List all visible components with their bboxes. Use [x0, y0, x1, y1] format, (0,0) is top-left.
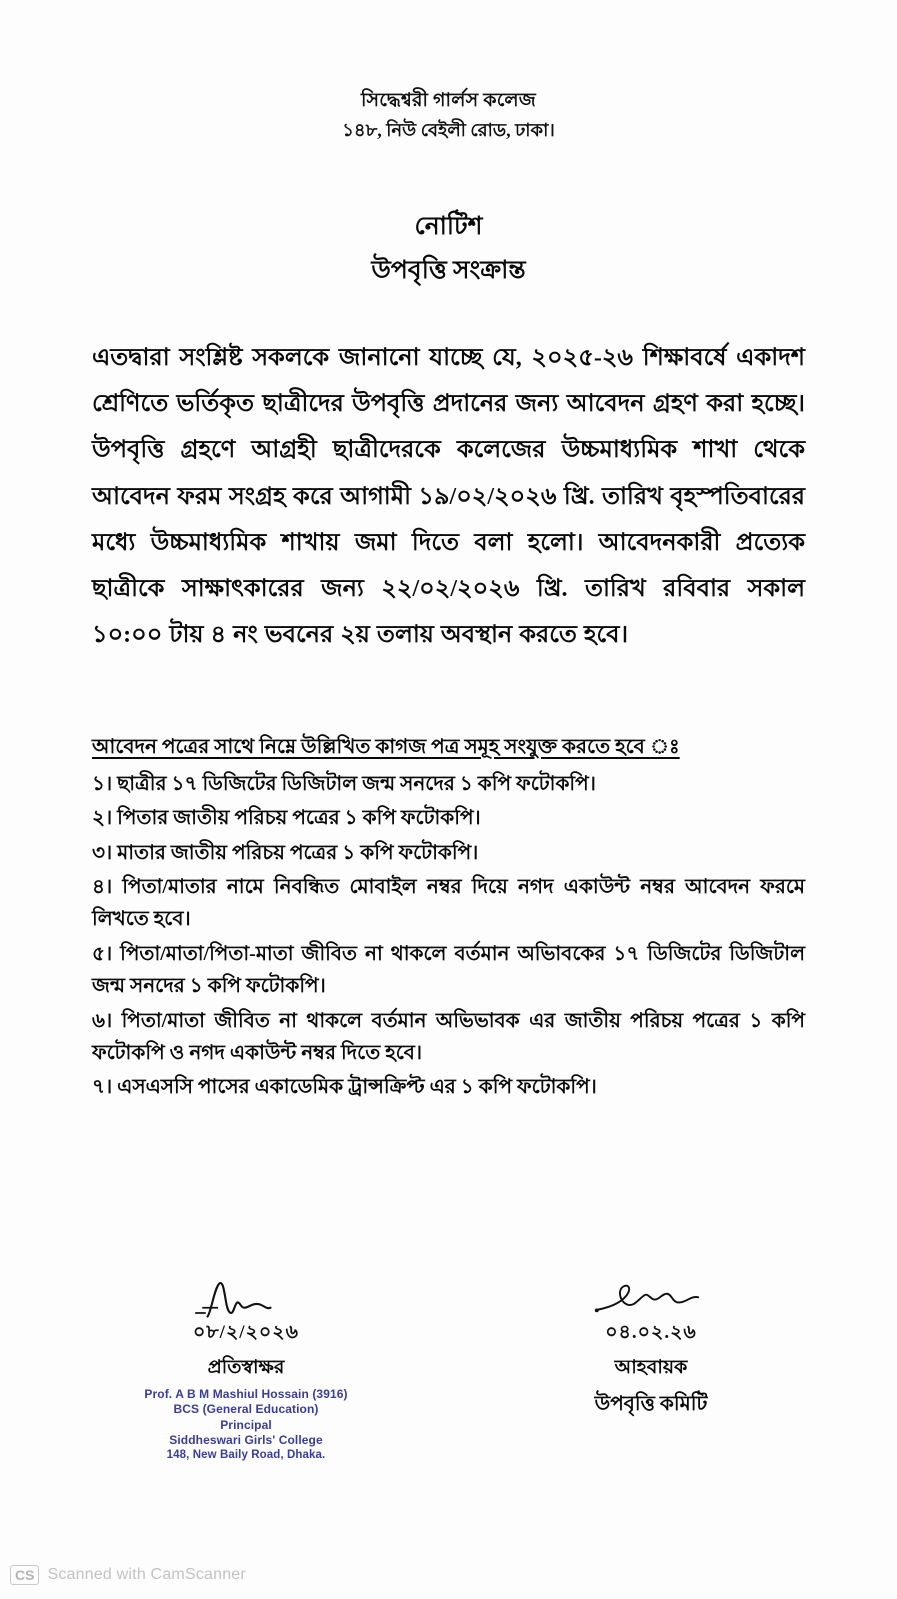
- page-subtitle: উপবৃত্তি সংক্রান্ত: [371, 257, 526, 285]
- page-title: নোটিশ: [414, 213, 483, 241]
- camscanner-label: Scanned with CamScanner: [47, 1565, 246, 1583]
- list-item: ৪। পিতা/মাতার নামে নিবন্ধিত মোবাইল নম্বর দিয়ে নগদ একাউন্ট নম্বর আবেদন ফরমে লিখতে হবে।: [92, 876, 805, 931]
- stamp-address: 148, New Baily Road, Dhaka.: [166, 1449, 326, 1462]
- stamp-designation: Principal: [220, 1417, 272, 1432]
- list-item: ৫। পিতা/মাতা/পিতা-মাতা জীবিত না থাকলে বর্তমান অভিাবকের ১৭ ডিজিটের ডিজিটাল জন্ম সনদের ১ কপি ফটোকপি।: [92, 942, 805, 998]
- principal-signature-date: ০৮/২/২০২৬: [192, 1322, 299, 1343]
- camscanner-watermark: [10, 1565, 246, 1585]
- attachments-list: [92, 768, 805, 1104]
- list-item: ১। ছাত্রীর ১৭ ডিজিটের ডিজিটাল জন্ম সনদের ১ কপি ফটোকপি।: [92, 772, 596, 795]
- attachments-heading: আবেদন পত্রের সাথে নিম্নে উল্লিখিত কাগজ পত্র সমূহ সংযুক্ত করতে হবে ঃ: [92, 735, 680, 758]
- stamp-name: Prof. A B M Mashiul Hossain (3916): [144, 1387, 348, 1401]
- convener-signature-date: ০৪.০২.২৬: [605, 1322, 697, 1343]
- list-item: ৬। পিতা/মাতা জীবিত না থাকলে বর্তমান অভিভাবক এর জাতীয় পরিচয় পত্রের ১ কপি ফটোকপি ও নগদ একাউন্ট নম্বর দিতে হবে।: [92, 1009, 805, 1064]
- principal-role-label: প্রতিস্বাক্ষর: [207, 1357, 285, 1378]
- stamp-cadre: BCS (General Education): [173, 1402, 319, 1417]
- notice-paragraph: এতদ্বারা সংশ্লিষ্ট সকলকে জানানো যাচ্ছে যে, ২০২৫-২৬ শিক্ষাবর্ষে একাদশ শ্রেণিতে ভর্তিকৃত ছাত্রীদের উপবৃত্তি প্রদানের জন্য আবেদন গ্রহণ করা হচ্ছে। উপবৃত্তি গ্রহণে আগ্রহী ছাত্রীদেরকে কলেজের উচ্চমাধ্যমিক শাখা থেকে আবেদন ফরম সংগ্রহ করে আগামী ১৯/০২/২০২৬ খ্রি. তারিখ বৃহস্পতিবারের মধ্যে উচ্চমাধ্যমিক শাখায় জমা দিতে বলা হলো। আবেদনকারী প্রত্যেক ছাত্রীকে সাক্ষাৎকারের জন্য ২২/০২/২০২৬ খ্রি. তারিখ রবিবার সকাল ১০:০০ টায় ৪ নং ভবনের ২য় তলায় অবস্থান করতে হবে।: [92, 345, 805, 648]
- list-item: ২। পিতার জাতীয় পরিচয় পত্রের ১ কপি ফটোকপি।: [92, 807, 481, 830]
- signature-block-principal: [96, 1278, 396, 1463]
- body-block: [92, 335, 805, 658]
- document-header: [0, 0, 897, 145]
- signature-row: [0, 1278, 897, 1463]
- handwritten-signature-icon: [176, 1278, 316, 1320]
- signature-block-convener: [501, 1278, 801, 1463]
- list-item: ৩। মাতার জাতীয় পরিচয় পত্রের ১ কপি ফটোকপি।: [92, 841, 479, 864]
- convener-role-label: আহবায়ক: [614, 1357, 688, 1378]
- handwritten-signature-icon: [581, 1278, 721, 1320]
- convener-committee-label: উপবৃত্তি কমিটি: [594, 1393, 708, 1415]
- camscanner-logo-icon: CS: [10, 1565, 39, 1585]
- title-block: [0, 207, 897, 291]
- attachments-block: [92, 732, 805, 1104]
- organization-address: ১৪৮, নিউ বেইলী রোড, ঢাকা।: [342, 120, 555, 141]
- principal-stamp: [96, 1387, 396, 1463]
- organization-name: সিদ্ধেশ্বরী গার্লস কলেজ: [361, 90, 536, 111]
- stamp-institution: Siddheswari Girls' College: [169, 1433, 323, 1448]
- list-item: ৭। এসএসসি পাসের একাডেমিক ট্রান্সক্রিপ্ট এর ১ কপি ফটোকপি।: [92, 1076, 597, 1099]
